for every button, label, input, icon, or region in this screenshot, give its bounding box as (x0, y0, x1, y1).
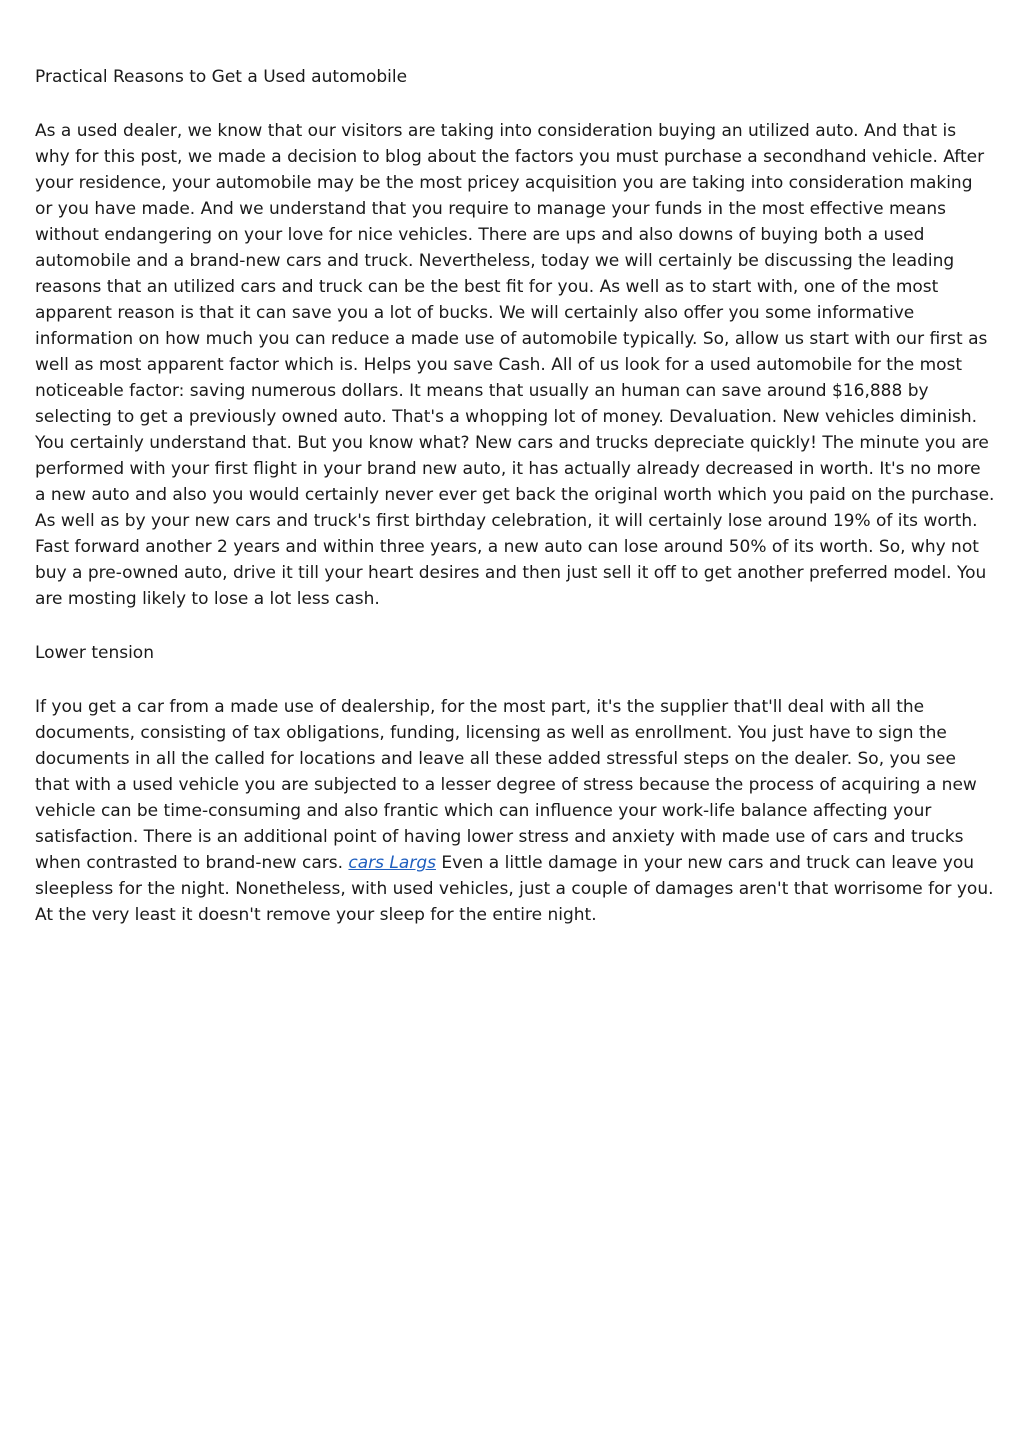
paragraph-text-before-link: If you get a car from a made use of dealership, for the most part, it's the supplier that'll deal with all the documents, consisting of tax obligations, funding, licensing as well as enrollment. You just have to sign the documents in all the called for locations and leave all these added stressful steps on the dealer. So, you see that with a used vehicle you are subjected to a lesser degree of stress because the process of acquiring a new vehicle can be time-consuming and also frantic which can influence your work-life balance affecting your satisfaction. There is an additional point of having lower stress and anxiety with made use of cars and trucks when contrasted to brand-new cars. (35, 697, 977, 873)
intro-paragraph: As a used dealer, we know that our visitors are taking into consideration buying an utilized auto. And that is why for this post, we made a decision to blog about the factors you must purchase a secondhand vehicle. After your residence, your automobile may be the most pricey acquisition you are taking into consideration making or you have made. And we understand that you require to manage your funds in the most effective means without endangering on your love for nice vehicles. There are ups and also downs of buying both a used automobile and a brand-new cars and truck. Nevertheless, today we will certainly be discussing the leading reasons that an utilized cars and truck can be the best fit for you. As well as to start with, one of the most apparent reason is that it can save you a lot of bucks. We will certainly also offer you some informative information on how much you can reduce a made use of automobile typically. So, allow us start with our first as well as most apparent factor which is. Helps you save Cash. All of us look for a used automobile for the most noticeable factor: saving numerous dollars. It means that usually an human can save around $16,888 by selecting to get a previously owned auto. That's a whopping lot of money. Devaluation. New vehicles diminish. You certainly understand that. But you know what? New cars and trucks depreciate quickly! The minute you are performed with your first flight in your brand new auto, it has actually already decreased in worth. It's no more a new auto and also you would certainly never ever get back the original worth which you paid on the purchase. As well as by your new cars and truck's first birthday celebration, it will certainly lose around 19% of its worth. Fast forward another 2 years and within three years, a new auto can lose around 50% of its worth. So, why not buy a pre-owned auto, drive it till your heart desires and then just sell it off to get another preferred model. You are mosting likely to lose a lot less cash. (35, 121, 995, 609)
section-paragraph (35, 694, 995, 928)
document-content (35, 64, 995, 956)
document-title: Practical Reasons to Get a Used automobile (35, 67, 408, 87)
section-heading: Lower tension (35, 643, 154, 663)
paragraph-text-after-link: Even a little damage in your new cars and truck can leave you sleepless for the night. Nonetheless, with used vehicles, just a couple of damages aren't that worrisome for you. At the very least it doesn't remove your sleep for the entire night. (35, 853, 994, 925)
cars-largs-link[interactable]: cars Largs (348, 853, 436, 873)
